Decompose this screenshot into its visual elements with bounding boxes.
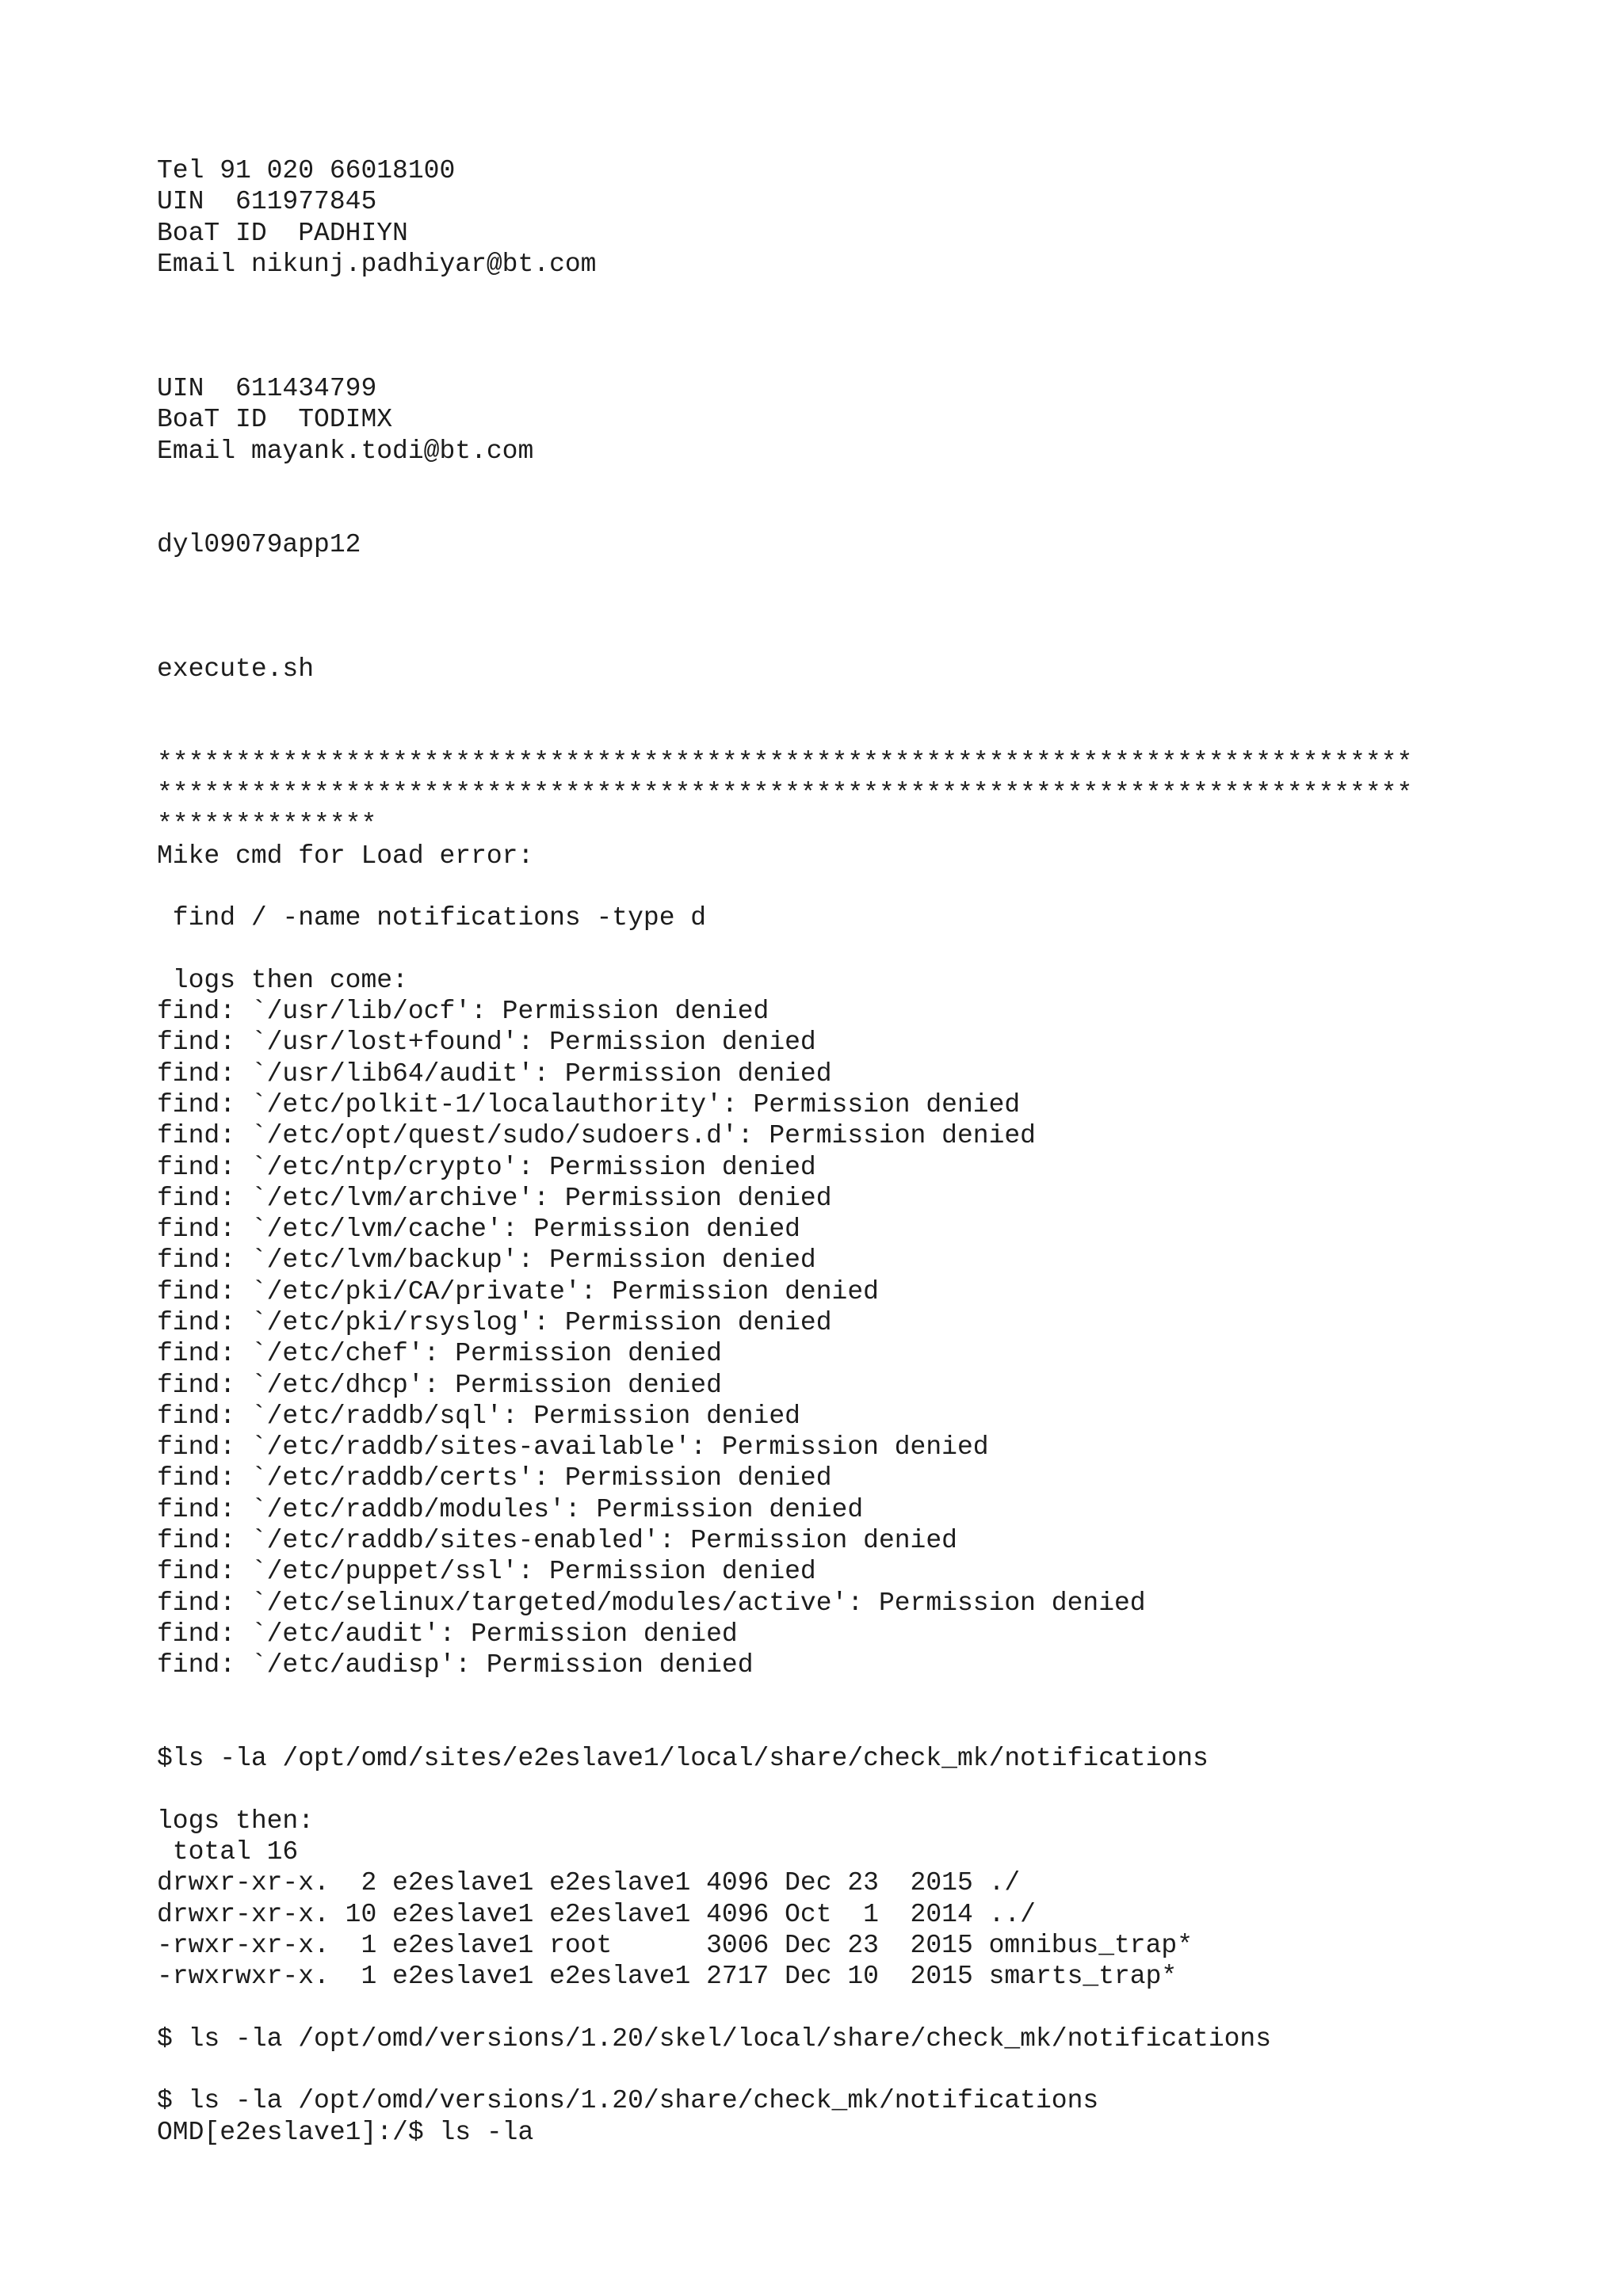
find-error-line: find: `/etc/audit': Permission denied <box>157 1619 738 1649</box>
shell-prompt: OMD[e2eslave1]:/$ ls -la <box>157 2117 534 2147</box>
contact-tel: Tel 91 020 66018100 <box>157 156 456 185</box>
contact-email: Email nikunj.padhiyar@bt.com <box>157 249 597 279</box>
find-error-line: find: `/etc/opt/quest/sudo/sudoers.d': Permission denied <box>157 1121 1036 1151</box>
contact-boat-id: BoaT ID TODIMX <box>157 405 393 435</box>
find-error-line: find: `/etc/raddb/sql': Permission denied <box>157 1401 800 1431</box>
spacer <box>157 2054 1504 2085</box>
logs-intro: logs then come: <box>157 965 408 995</box>
find-error-line: find: `/etc/raddb/sites-enabled': Permission denied <box>157 1526 957 1556</box>
script-name: execute.sh <box>157 654 315 684</box>
find-error-line: find: `/etc/ntp/crypto': Permission denied <box>157 1152 816 1182</box>
listing-total: total 16 <box>157 1837 299 1867</box>
spacer <box>157 560 1504 654</box>
spacer <box>157 467 1504 529</box>
find-error-line: find: `/etc/raddb/modules': Permission denied <box>157 1494 864 1524</box>
directory-listing <box>157 1867 1504 1992</box>
contact-block-2 <box>157 373 1504 467</box>
spacer <box>157 1774 1504 1805</box>
spacer <box>157 1993 1504 2023</box>
find-error-line: find: `/etc/dhcp': Permission denied <box>157 1370 722 1400</box>
contact-boat-id: BoaT ID PADHIYN <box>157 218 408 248</box>
contact-block-1 <box>157 155 1504 280</box>
find-error-line: find: `/etc/lvm/backup': Permission denied <box>157 1245 816 1276</box>
find-error-line: find: `/etc/lvm/archive': Permission denied <box>157 1183 832 1213</box>
listing-row: drwxr-xr-x. 10 e2eslave1 e2eslave1 4096 Oct 1 2014 ../ <box>157 1899 1036 1929</box>
find-error-line: find: `/etc/lvm/cache': Permission denied <box>157 1215 800 1245</box>
find-error-line: find: `/etc/selinux/targeted/modules/active': Permission denied <box>157 1588 1146 1618</box>
section-title: Mike cmd for Load error: <box>157 841 534 871</box>
find-error-line: find: `/etc/polkit-1/localauthority': Permission denied <box>157 1089 1021 1119</box>
host-name: dyl09079app12 <box>157 529 361 559</box>
find-error-line: find: `/usr/lost+found': Permission denied <box>157 1028 816 1058</box>
contact-email: Email mayank.todi@bt.com <box>157 436 534 466</box>
find-error-line: find: `/etc/raddb/certs': Permission denied <box>157 1463 832 1493</box>
find-error-line: find: `/etc/puppet/ssl': Permission denied <box>157 1557 816 1587</box>
find-error-line: find: `/etc/audisp': Permission denied <box>157 1650 754 1680</box>
ls-command: $ ls -la /opt/omd/versions/1.20/skel/local/share/check_mk/notifications <box>157 2023 1272 2054</box>
find-error-line: find: `/etc/chef': Permission denied <box>157 1339 722 1369</box>
find-error-line: find: `/usr/lib/ocf': Permission denied <box>157 997 769 1027</box>
listing-row: -rwxr-xr-x. 1 e2eslave1 root 3006 Dec 23 2015 omnibus_trap* <box>157 1930 1193 1960</box>
separator-line: ************** <box>157 810 377 840</box>
spacer <box>157 933 1504 964</box>
ls-command: $ ls -la /opt/omd/versions/1.20/share/check_mk/notifications <box>157 2086 1099 2116</box>
contact-uin: UIN 611977845 <box>157 187 377 217</box>
separator <box>157 747 1504 841</box>
listing-row: drwxr-xr-x. 2 e2eslave1 e2eslave1 4096 Dec 23 2015 ./ <box>157 1868 1021 1898</box>
spacer <box>157 1681 1504 1744</box>
contact-uin: UIN 611434799 <box>157 374 377 404</box>
find-error-list <box>157 996 1504 1681</box>
find-error-line: find: `/etc/pki/rsyslog': Permission denied <box>157 1307 832 1337</box>
spacer <box>157 871 1504 902</box>
listing-row: -rwxrwxr-x. 1 e2eslave1 e2eslave1 2717 Dec 10 2015 smarts_trap* <box>157 1962 1178 1992</box>
find-error-line: find: `/usr/lib64/audit': Permission denied <box>157 1058 832 1089</box>
find-error-line: find: `/etc/pki/CA/private': Permission denied <box>157 1276 879 1306</box>
ls-command: $ls -la /opt/omd/sites/e2eslave1/local/share/check_mk/notifications <box>157 1744 1209 1774</box>
spacer <box>157 685 1504 747</box>
spacer <box>157 280 1504 373</box>
find-error-line: find: `/etc/raddb/sites-available': Permission denied <box>157 1432 989 1463</box>
separator-line: ******************************************************************************** <box>157 747 1413 777</box>
logs-then: logs then: <box>157 1806 315 1836</box>
document-body <box>157 155 1504 2148</box>
find-command: find / -name notifications -type d <box>157 903 707 933</box>
separator-line: ******************************************************************************** <box>157 778 1413 808</box>
